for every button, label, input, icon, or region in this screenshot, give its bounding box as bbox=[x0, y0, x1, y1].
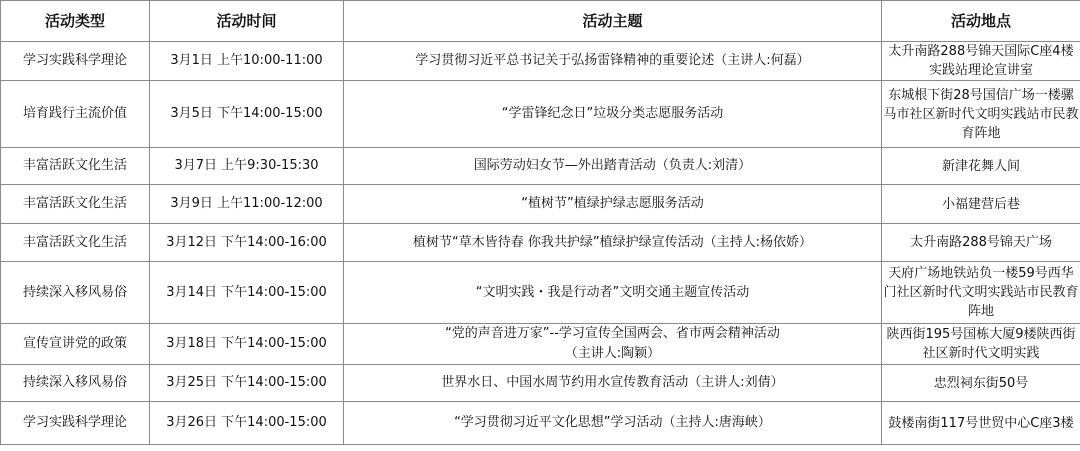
cell-activity-time: 3月5日 下午14:00-15:00 bbox=[150, 81, 344, 148]
cell-activity-time: 3月1日 上午10:00-11:00 bbox=[150, 42, 344, 81]
table-row bbox=[1, 185, 1080, 224]
cell-activity-place: 鼓楼南街117号世贸中心C座3楼 bbox=[882, 402, 1080, 445]
cell-activity-time: 3月25日 下午14:00-15:00 bbox=[150, 365, 344, 402]
table-header-row bbox=[1, 1, 1080, 42]
cell-activity-topic bbox=[344, 324, 882, 365]
cell-activity-time: 3月14日 下午14:00-15:00 bbox=[150, 262, 344, 324]
cell-activity-place: 天府广场地铁站负一楼59号西华门社区新时代文明实践站市民教育阵地 bbox=[882, 262, 1080, 324]
cell-activity-topic bbox=[344, 81, 882, 148]
cell-activity-type: 学习实践科学理论 bbox=[1, 42, 150, 81]
cell-activity-type: 丰富活跃文化生活 bbox=[1, 148, 150, 185]
cell-activity-place: 太升南路288号锦天广场 bbox=[882, 224, 1080, 262]
cell-activity-place: 小福建营后巷 bbox=[882, 185, 1080, 224]
cell-activity-place: 东城根下街28号国信广场一楼骡马市社区新时代文明实践站市民教育阵地 bbox=[882, 81, 1080, 148]
table-row bbox=[1, 148, 1080, 185]
cell-activity-type: 持续深入移风易俗 bbox=[1, 262, 150, 324]
table-row bbox=[1, 365, 1080, 402]
topic-line: “学习贯彻习近平文化思想”学习活动（主持人:唐海峡） bbox=[454, 415, 771, 430]
cell-activity-place: 太升南路288号锦天国际C座4楼实践站理论宣讲室 bbox=[882, 42, 1080, 81]
cell-activity-place: 忠烈祠东街50号 bbox=[882, 365, 1080, 402]
table-row bbox=[1, 324, 1080, 365]
cell-activity-time: 3月26日 下午14:00-15:00 bbox=[150, 402, 344, 445]
header-activity-time: 活动时间 bbox=[150, 1, 344, 42]
topic-line: “植树节”植绿护绿志愿服务活动 bbox=[521, 196, 704, 211]
cell-activity-type: 丰富活跃文化生活 bbox=[1, 224, 150, 262]
topic-line: 学习贯彻习近平总书记关于弘扬雷锋精神的重要论述（主讲人:何磊） bbox=[415, 53, 810, 68]
table-row bbox=[1, 42, 1080, 81]
table-row bbox=[1, 402, 1080, 445]
cell-activity-topic bbox=[344, 365, 882, 402]
cell-activity-type: 持续深入移风易俗 bbox=[1, 365, 150, 402]
topic-line: 世界水日、中国水周节约用水宣传教育活动（主讲人:刘倩） bbox=[441, 375, 784, 390]
cell-activity-type: 宣传宣讲党的政策 bbox=[1, 324, 150, 365]
topic-line: “文明实践・我是行动者”文明交通主题宣传活动 bbox=[475, 284, 750, 300]
table-row bbox=[1, 81, 1080, 148]
cell-activity-place: 新津花舞人间 bbox=[882, 148, 1080, 185]
cell-activity-time: 3月12日 下午14:00-16:00 bbox=[150, 224, 344, 262]
cell-activity-topic bbox=[344, 148, 882, 185]
table-row bbox=[1, 262, 1080, 324]
topic-line: 国际劳动妇女节—外出踏青活动（负责人:刘清） bbox=[473, 158, 752, 173]
cell-activity-topic bbox=[344, 402, 882, 445]
cell-activity-place: 陕西街195号国栋大厦9楼陕西街社区新时代文明实践 bbox=[882, 324, 1080, 365]
topic-line: “党的声音进万家”--学习宣传全国两会、省市两会精神活动 bbox=[445, 326, 780, 341]
header-activity-place: 活动地点 bbox=[882, 1, 1080, 42]
topic-line: “学雷锋纪念日”垃圾分类志愿服务活动 bbox=[501, 106, 724, 121]
cell-activity-time: 3月18日 下午14:00-15:00 bbox=[150, 324, 344, 365]
topic-line: 植树节“草木皆待春 你我共护绿”植绿护绿宣传活动（主持人:杨依娇） bbox=[413, 234, 812, 250]
cell-activity-topic bbox=[344, 185, 882, 224]
cell-activity-time: 3月7日 上午9:30-15:30 bbox=[150, 148, 344, 185]
table-row bbox=[1, 224, 1080, 262]
cell-activity-type: 丰富活跃文化生活 bbox=[1, 185, 150, 224]
cell-activity-type: 学习实践科学理论 bbox=[1, 402, 150, 445]
header-activity-topic: 活动主题 bbox=[344, 1, 882, 42]
cell-activity-topic bbox=[344, 262, 882, 324]
cell-activity-topic bbox=[344, 224, 882, 262]
topic-line: （主讲人:陶颖） bbox=[564, 346, 661, 361]
header-activity-type: 活动类型 bbox=[1, 1, 150, 42]
cell-activity-topic bbox=[344, 42, 882, 81]
cell-activity-time: 3月9日 上午11:00-12:00 bbox=[150, 185, 344, 224]
cell-activity-type: 培育践行主流价值 bbox=[1, 81, 150, 148]
